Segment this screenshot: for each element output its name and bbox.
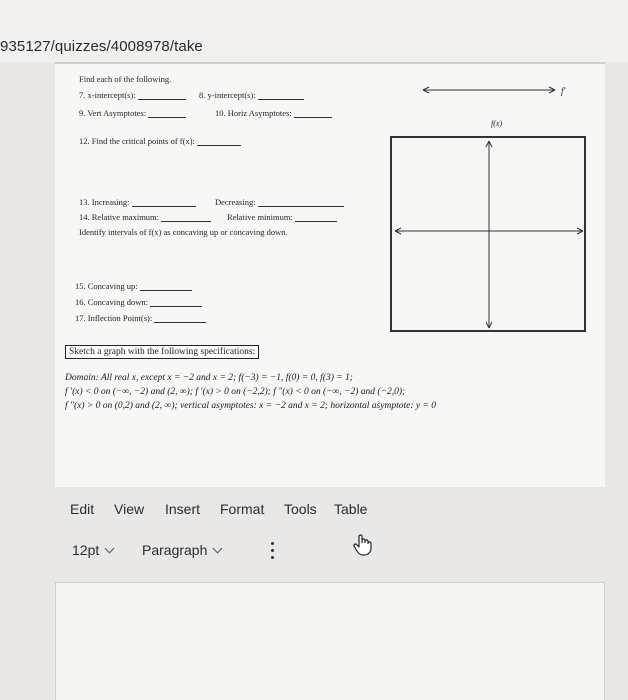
q12-label: 12. Find the critical points of f(x): [79,136,241,146]
q15-label: 15. Concaving up: [75,281,192,291]
spec-line-3: f ″(x) > 0 on (0,2) and (2, ∞); vertical asymptotes: x = −2 and x = 2; horizontal asymptote: y = 0 [65,401,436,411]
menu-edit[interactable]: Edit [70,501,95,517]
font-size-select[interactable]: 12pt [72,542,113,558]
q13b-label: Decreasing: [215,197,344,207]
graph-axes [55,64,605,489]
menu-insert[interactable]: Insert [165,501,201,517]
hand-cursor-icon [352,533,374,557]
rich-text-editor-body[interactable] [55,582,605,700]
spec-line-1: Domain: All real x, except x = −2 and x = 2; f(−3) = −1, f(0) = 0, f(3) = 1; [65,373,353,383]
q10-label: 10. Horiz Asymptotes: [215,108,332,118]
menu-table[interactable]: Table [334,501,368,517]
q14-label: 14. Relative maximum: [79,212,211,222]
spec-line-2: f ′(x) < 0 on (−∞, −2) and (2, ∞); f ′(x) > 0 on (−2,2); f ″(x) < 0 on (−∞, −2) and (−2,0); [65,387,406,397]
more-options-icon[interactable] [271,542,275,560]
q13-label: 13. Increasing: [79,197,196,207]
browser-address-bar[interactable] [0,0,628,62]
intro-text: Find each of the following. [79,74,172,84]
q16-label: 16. Concaving down: [75,297,202,307]
sketch-instructions-box: Sketch a graph with the following specifications: [65,345,259,359]
block-format-select[interactable]: Paragraph [142,542,221,558]
q14b-label: Relative minimum: [227,212,337,222]
chevron-down-icon [105,544,115,554]
fx-label: f(x) [491,119,503,128]
menu-view[interactable]: View [114,501,145,517]
chevron-down-icon [213,544,223,554]
menu-format[interactable]: Format [220,501,265,517]
fprime-label: f′ [561,86,566,96]
url-text[interactable]: 935127/quizzes/4008978/take [0,38,203,55]
q17-label: 17. Inflection Point(s): [75,313,206,323]
concavity-intro: Identify intervals of f(x) as concaving up or concaving down. [79,227,288,237]
question-image [55,62,605,487]
menu-tools[interactable]: Tools [284,501,317,517]
q8-label: 8. y-intercept(s): [199,90,304,100]
q9-label: 9. Vert Asymptotes: [79,108,186,118]
q7-label: 7. x-intercept(s): [79,90,186,100]
